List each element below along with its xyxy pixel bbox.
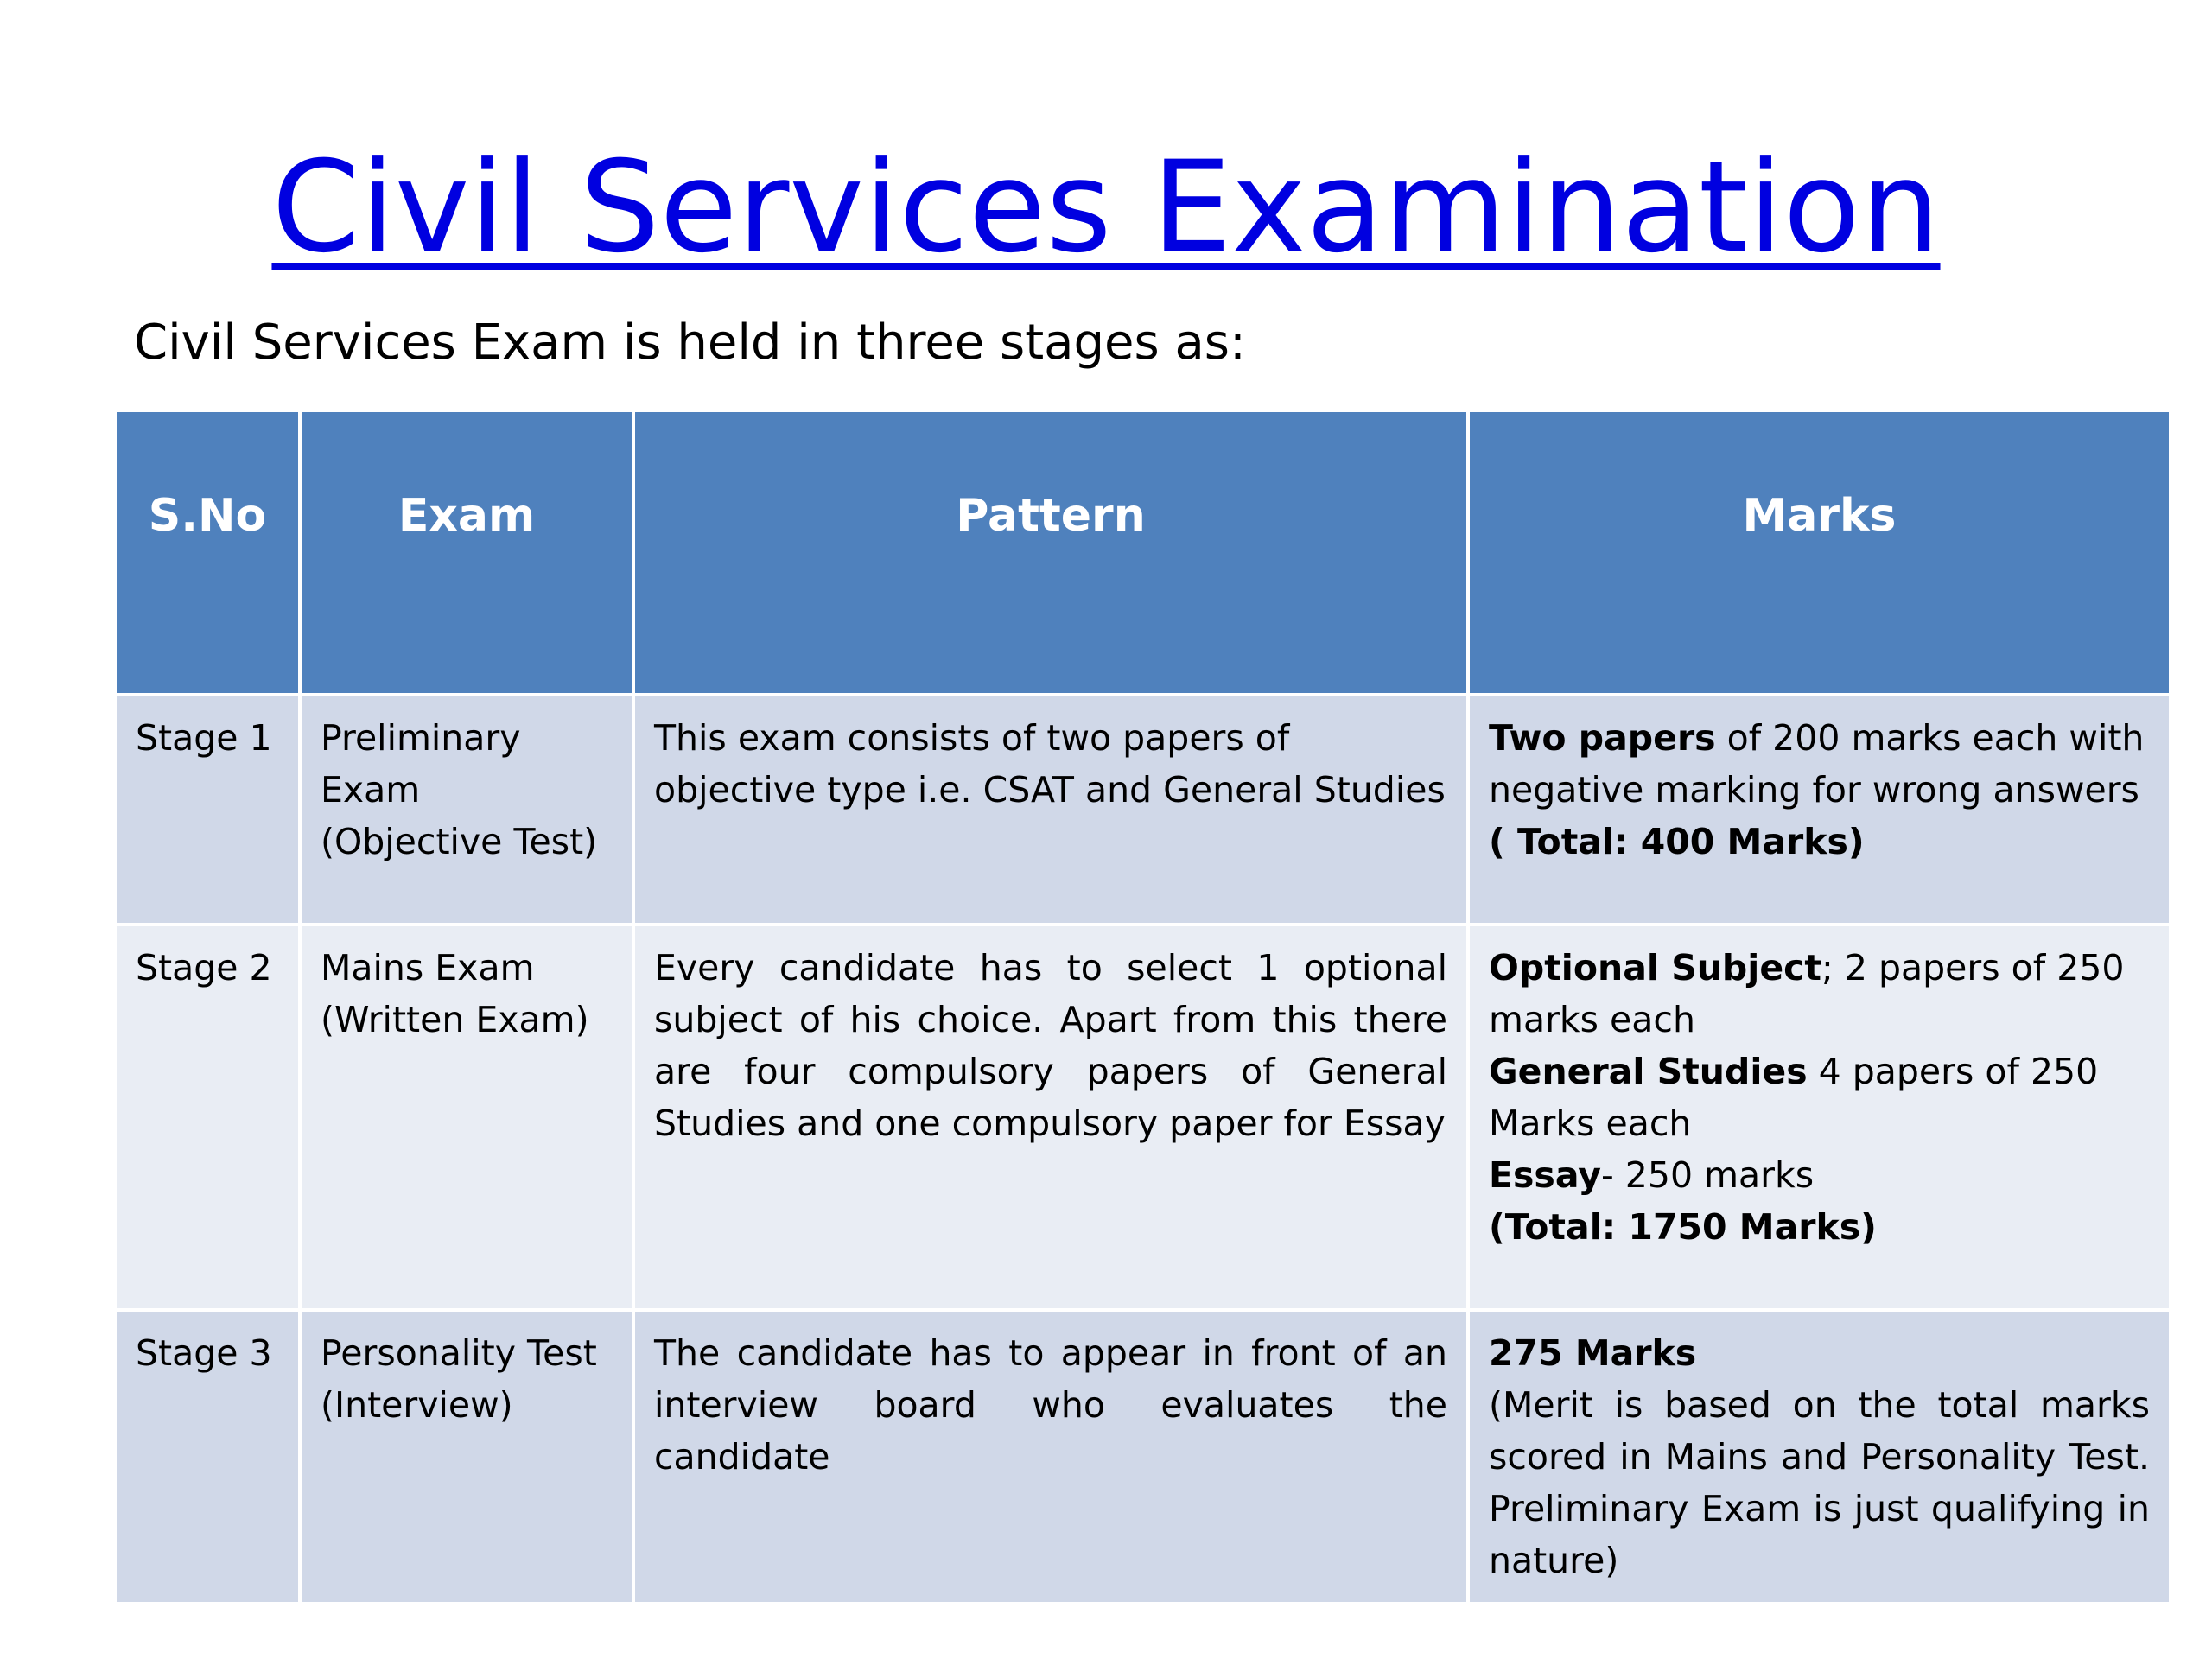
cell-pattern: Every candidate has to select 1 optional subject of his choice. Apart from this there are four compulsory papers of General Studies and one compulsory paper for Essay [633,925,1468,1310]
exam-stages-table [113,409,2172,1605]
marks-bold: General Studies [1489,1051,1808,1092]
marks-text: - 250 marks [1600,1154,1815,1196]
cell-pattern: This exam consists of two papers of objective type i.e. CSAT and General Studies [633,695,1468,925]
exam-line: Personality Test [321,1332,597,1374]
marks-general-studies [1489,1046,2150,1149]
cell-exam [300,1310,633,1604]
marks-note: (Merit is based on the total marks scored in Mains and Personality Test. Preliminary Exam is just qualifying in nature) [1489,1384,2150,1581]
table-row [115,925,2171,1310]
marks-text: ; 2 papers of 250 marks each [1489,947,2125,1040]
cell-sno: Stage 1 [115,695,300,925]
marks-optional [1489,942,2150,1046]
table-row [115,695,2171,925]
header-sno: S.No [115,410,300,695]
marks-text: of 200 marks each with negative marking for wrong answers [1489,717,2145,810]
table-header-row [115,410,2171,695]
header-marks: Marks [1468,410,2171,695]
marks-text: 4 papers of 250 Marks each [1489,1051,2099,1144]
exam-line: (Objective Test) [321,821,598,862]
marks-head: 275 Marks [1489,1332,1697,1374]
cell-marks [1468,1310,2171,1604]
header-pattern: Pattern [633,410,1468,695]
slide-title: Civil Services Examination [271,134,1941,281]
cell-pattern: The candidate has to appear in front of an interview board who evaluates the candidate [633,1310,1468,1604]
exam-line: (Interview) [321,1384,513,1426]
header-exam: Exam [300,410,633,695]
marks-essay [1489,1149,2150,1201]
exam-line: Exam [321,769,421,810]
marks-bold: Optional Subject [1489,947,1822,988]
marks-bold: Essay [1489,1154,1601,1196]
exam-line: Preliminary [321,717,521,759]
marks-total: (Total: 1750 Marks) [1489,1206,1877,1248]
intro-text: Civil Services Exam is held in three stages as: [134,315,1246,371]
cell-sno: Stage 2 [115,925,300,1310]
cell-marks [1468,925,2171,1310]
marks-bold: Two papers [1489,717,1716,759]
marks-total: ( Total: 400 Marks) [1489,821,1865,862]
cell-exam [300,925,633,1310]
cell-marks [1468,695,2171,925]
exam-line: Mains Exam [321,947,535,988]
table-row [115,1310,2171,1604]
cell-sno: Stage 3 [115,1310,300,1604]
cell-exam [300,695,633,925]
exam-line: (Written Exam) [321,999,589,1040]
